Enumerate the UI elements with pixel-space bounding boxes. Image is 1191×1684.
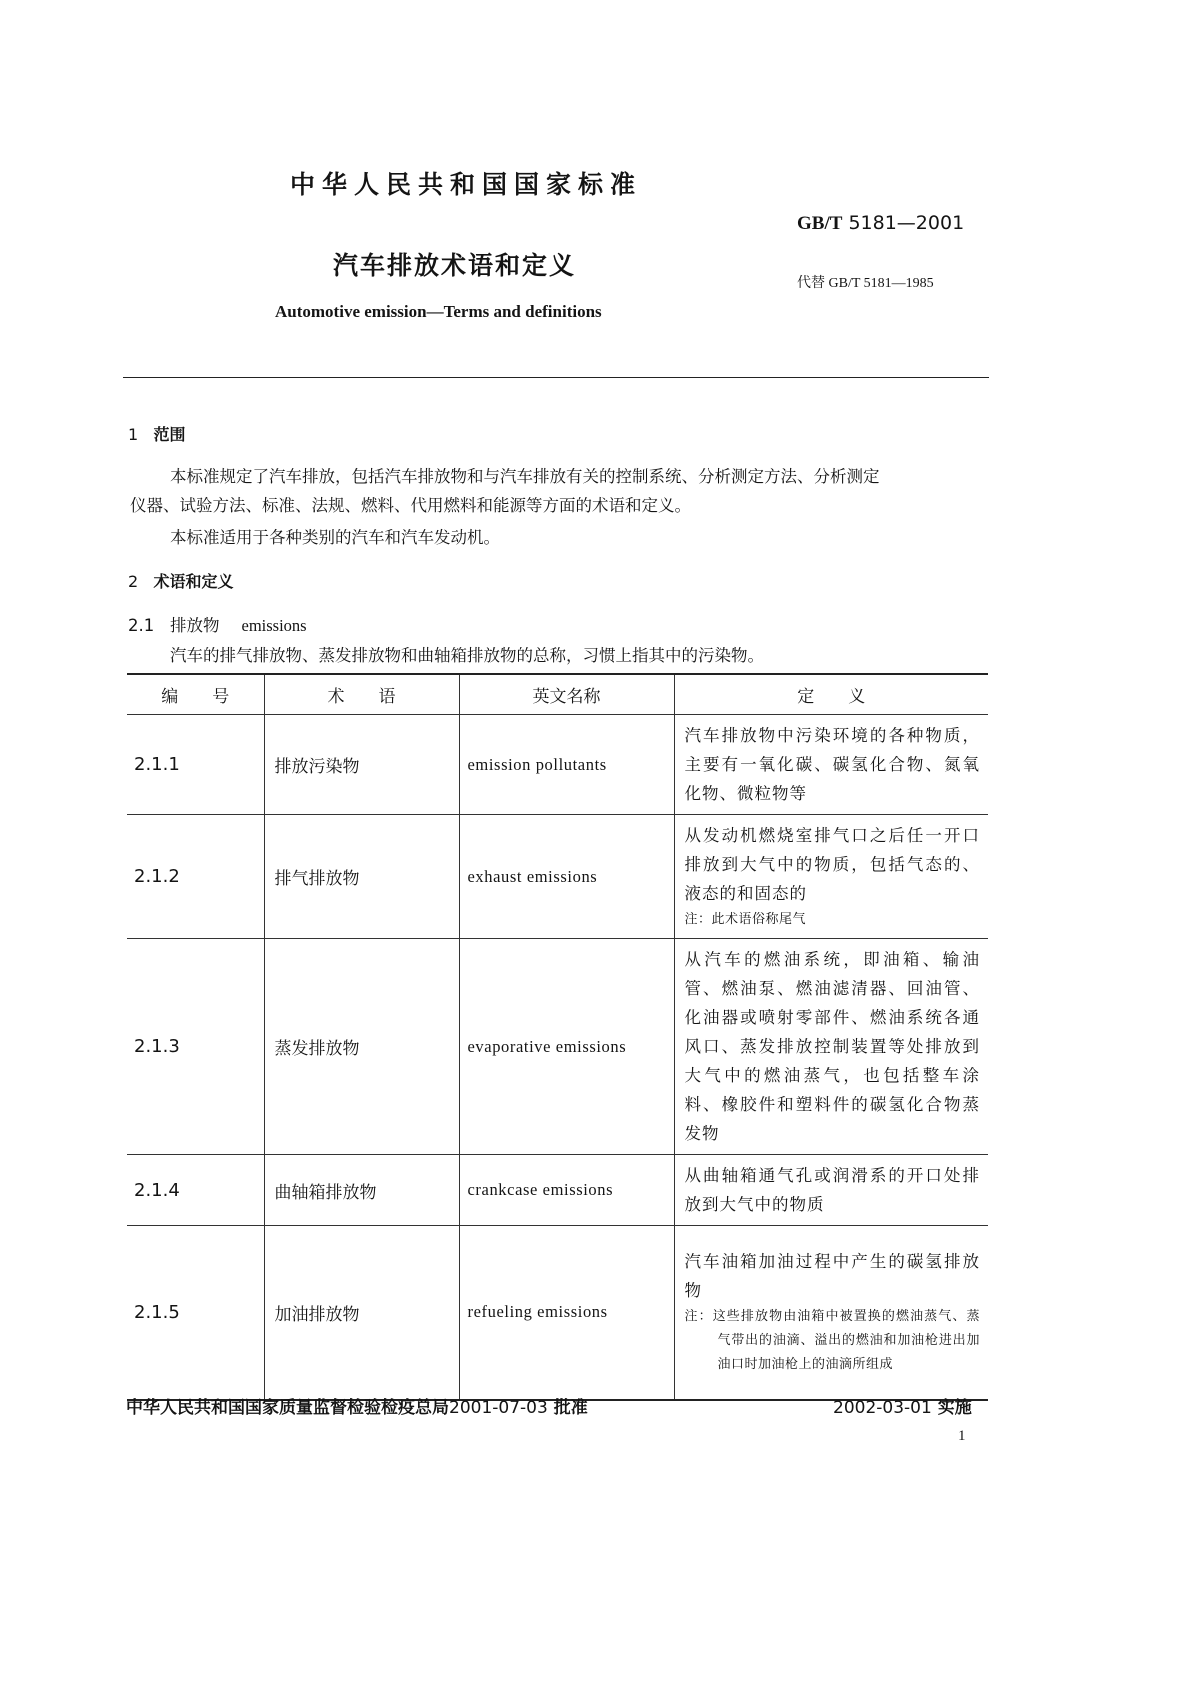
definition-text: 汽车油箱加油过程中产生的碳氢排放物 — [684, 1252, 980, 1301]
definition-text: 从曲轴箱通气孔或润滑系的开口处排放到大气中的物质 — [684, 1166, 980, 1214]
term-cn: 蒸发排放物 — [264, 939, 459, 1155]
term-definition — [674, 939, 988, 1155]
term-number: 2.1.3 — [127, 939, 264, 1155]
term-definition — [674, 715, 988, 815]
subsection-definition: 汽车的排气排放物、蒸发排放物和曲轴箱排放物的总称，习惯上指其中的污染物。 — [170, 646, 764, 665]
implementation-word: 实施 — [937, 1398, 972, 1418]
table-row — [127, 939, 988, 1155]
term-number: 2.1.2 — [127, 815, 264, 939]
table-header-row — [127, 674, 988, 715]
subsection-term: 排放物 — [170, 616, 220, 635]
header-number: 编 号 — [127, 674, 264, 715]
approval-word: 批准 — [553, 1398, 588, 1418]
term-cn: 曲轴箱排放物 — [264, 1155, 459, 1226]
standard-number-value: 5181—2001 — [848, 212, 965, 234]
section-1-heading — [128, 422, 185, 445]
definition-text: 从汽车的燃油系统，即油箱、输油管、燃油泵、燃油滤清器、回油管、化油器或喷射零部件、燃油系统各通风口、蒸发排放控制装置等处排放到大气中的燃油蒸气，也包括整车涂料、橡胶件和塑料件的碳氢化合物蒸发物 — [684, 950, 980, 1143]
table-row — [127, 1155, 988, 1226]
term-en: exhaust emissions — [459, 815, 674, 939]
table-row — [127, 1226, 988, 1400]
subsection-2-1 — [128, 612, 307, 636]
header-term: 术 语 — [264, 674, 459, 715]
term-en: refueling emissions — [459, 1226, 674, 1400]
header-definition: 定 义 — [674, 674, 988, 715]
scope-applicability: 本标准适用于各种类别的汽车和汽车发动机。 — [170, 528, 500, 547]
terms-table — [127, 673, 988, 1401]
document-title-cn: 汽车排放术语和定义 — [333, 251, 577, 280]
implementation-line — [833, 1393, 972, 1418]
approval-date: 2001-07-03 — [449, 1398, 548, 1418]
term-en: emission pollutants — [459, 715, 674, 815]
implementation-date: 2002-03-01 — [833, 1398, 932, 1418]
replaces-standard: 代替 GB/T 5181—1985 — [797, 276, 934, 291]
table-row — [127, 815, 988, 939]
definition-note: 注：此术语俗称尾气 — [684, 912, 807, 927]
section-2-heading — [128, 569, 233, 592]
table-row — [127, 715, 988, 815]
header-divider — [123, 377, 989, 378]
term-number: 2.1.5 — [127, 1226, 264, 1400]
standard-number — [797, 212, 964, 235]
standard-code: GB/T — [797, 213, 843, 234]
term-definition — [674, 1226, 988, 1400]
term-definition — [674, 1155, 988, 1226]
header-english-name: 英文名称 — [459, 674, 674, 715]
section-title: 术语和定义 — [153, 572, 234, 591]
section-number: 1 — [128, 425, 139, 444]
subsection-term-en: emissions — [241, 616, 307, 635]
approval-line — [126, 1393, 588, 1418]
document-title-en: Automotive emission—Terms and definitions — [275, 302, 602, 321]
term-cn: 加油排放物 — [264, 1226, 459, 1400]
term-cn: 排气排放物 — [264, 815, 459, 939]
subsection-number: 2.1 — [128, 616, 155, 635]
term-en: crankcase emissions — [459, 1155, 674, 1226]
scope-paragraph-line2: 仪器、试验方法、标准、法规、燃料、代用燃料和能源等方面的术语和定义。 — [130, 496, 691, 515]
definition-note: 注：这些排放物由油箱中被置换的燃油蒸气、蒸气带出的油滴、溢出的燃油和加油枪进出加油口时加油枪上的油滴所组成 — [684, 1309, 980, 1373]
term-number: 2.1.1 — [127, 715, 264, 815]
issuing-authority: 中华人民共和国国家质量监督检验检疫总局 — [126, 1398, 449, 1418]
term-en: evaporative emissions — [459, 939, 674, 1155]
scope-paragraph-line1: 本标准规定了汽车排放，包括汽车排放物和与汽车排放有关的控制系统、分析测定方法、分析测定 — [170, 467, 880, 486]
national-standard-heading: 中华人民共和国国家标准 — [290, 170, 643, 199]
term-number: 2.1.4 — [127, 1155, 264, 1226]
page-number: 1 — [958, 1428, 966, 1444]
section-title: 范围 — [153, 425, 186, 444]
term-cn: 排放污染物 — [264, 715, 459, 815]
definition-text: 汽车排放物中污染环境的各种物质，主要有一氧化碳、碳氢化合物、氮氧化物、微粒物等 — [684, 726, 980, 803]
term-definition — [674, 815, 988, 939]
section-number: 2 — [128, 572, 139, 591]
definition-text: 从发动机燃烧室排气口之后任一开口排放到大气中的物质，包括气态的、液态的和固态的 — [684, 826, 980, 903]
